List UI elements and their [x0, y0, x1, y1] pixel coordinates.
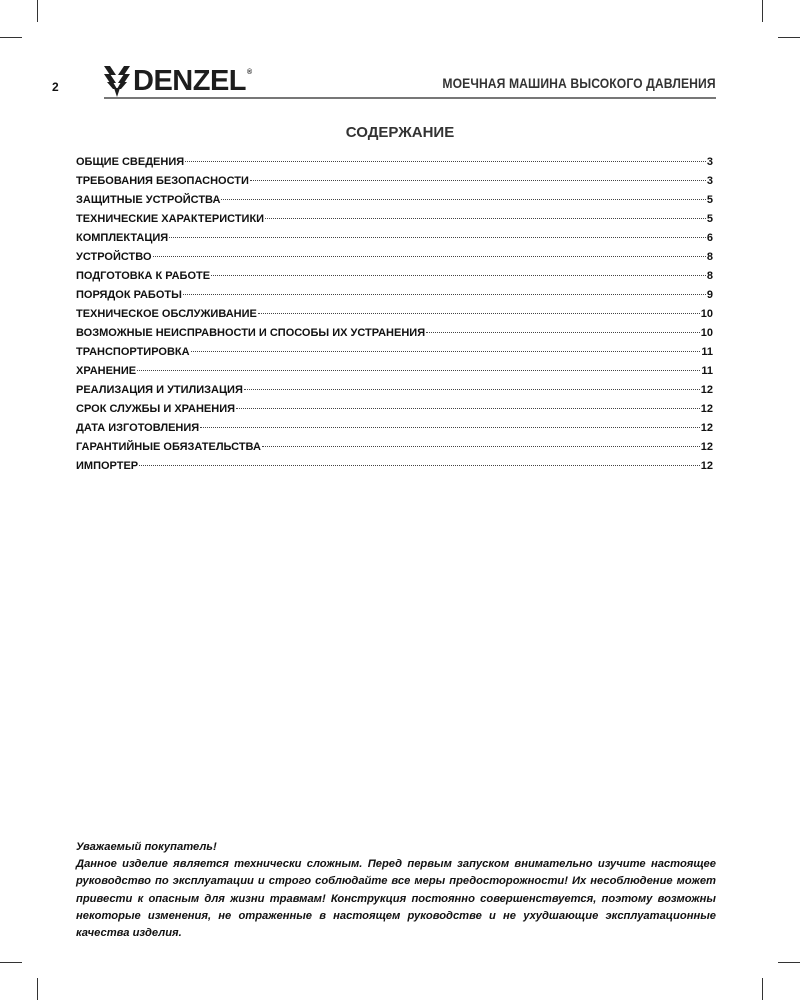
- toc-entry-page: 6: [706, 232, 713, 244]
- toc-leader-dots: [139, 465, 700, 466]
- toc-entry[interactable]: [76, 286, 713, 305]
- toc-entry-page: 5: [706, 194, 713, 206]
- crop-mark-bottom-left-h: [0, 962, 22, 963]
- customer-notice: [76, 839, 716, 942]
- toc-leader-dots: [250, 180, 706, 181]
- toc-entry[interactable]: [76, 438, 713, 457]
- toc-leader-dots: [191, 351, 701, 352]
- toc-entry-page: 3: [706, 156, 713, 168]
- toc-entry-page: 10: [700, 327, 713, 339]
- toc-leader-dots: [185, 161, 706, 162]
- toc-entry-page: 12: [700, 441, 713, 453]
- table-of-contents: [76, 153, 713, 476]
- toc-entry[interactable]: [76, 381, 713, 400]
- toc-entry[interactable]: [76, 457, 713, 476]
- toc-entry-page: 5: [706, 213, 713, 225]
- toc-entry-page: 3: [706, 175, 713, 187]
- toc-leader-dots: [169, 237, 706, 238]
- toc-leader-dots: [221, 199, 705, 200]
- toc-entry-page: 12: [700, 403, 713, 415]
- toc-entry-label: ТРЕБОВАНИЯ БЕЗОПАСНОСТИ: [76, 175, 249, 187]
- crop-mark-top-left: [37, 0, 38, 22]
- toc-leader-dots: [262, 446, 700, 447]
- brand-name: DENZEL®: [133, 65, 252, 97]
- toc-leader-dots: [153, 256, 706, 257]
- toc-entry[interactable]: [76, 324, 713, 343]
- toc-entry-label: ВОЗМОЖНЫЕ НЕИСПРАВНОСТИ И СПОСОБЫ ИХ УСТРАНЕНИЯ: [76, 327, 426, 339]
- toc-leader-dots: [244, 389, 700, 390]
- toc-entry-page: 8: [706, 251, 713, 263]
- toc-leader-dots: [211, 275, 706, 276]
- toc-entry[interactable]: [76, 191, 713, 210]
- toc-entry-label: УСТРОЙСТВО: [76, 251, 152, 263]
- crop-mark-bottom-right: [762, 978, 763, 1000]
- toc-entry-page: 8: [706, 270, 713, 282]
- toc-entry[interactable]: [76, 400, 713, 419]
- toc-entry-label: ПОРЯДОК РАБОТЫ: [76, 289, 182, 301]
- notice-text: Данное изделие является технически сложным. Перед первым запуском внимательно изучите настоящее руководство по эксплуатации и строго соблюдайте все меры предосторожности! Их несоблюдение может привести к опасным для жизни травмам! Конструкция постоянно совершенствуется, поэтому возможны некоторые изменения, не отраженные в настоящем руководстве и не ухудшающие эксплуатационные качества изделия.: [76, 858, 716, 940]
- toc-entry[interactable]: [76, 343, 713, 362]
- toc-entry-label: ТЕХНИЧЕСКИЕ ХАРАКТЕРИСТИКИ: [76, 213, 265, 225]
- toc-entry-label: СРОК СЛУЖБЫ И ХРАНЕНИЯ: [76, 403, 236, 415]
- toc-entry-label: ГАРАНТИЙНЫЕ ОБЯЗАТЕЛЬСТВА: [76, 441, 261, 453]
- toc-leader-dots: [137, 370, 700, 371]
- toc-entry[interactable]: [76, 172, 713, 191]
- notice-greeting: Уважаемый покупатель!: [76, 841, 217, 853]
- toc-entry-label: ТРАНСПОРТИРОВКА: [76, 346, 190, 358]
- toc-entry-page: 10: [700, 308, 713, 320]
- toc-entry-label: ТЕХНИЧЕСКОЕ ОБСЛУЖИВАНИЕ: [76, 308, 257, 320]
- toc-entry-page: 12: [700, 384, 713, 396]
- crop-mark-bottom-left: [37, 978, 38, 1000]
- toc-leader-dots: [200, 427, 700, 428]
- toc-leader-dots: [183, 294, 706, 295]
- toc-entry-label: РЕАЛИЗАЦИЯ И УТИЛИЗАЦИЯ: [76, 384, 243, 396]
- denzel-emblem-icon: [104, 64, 130, 98]
- toc-entry-label: ХРАНЕНИЕ: [76, 365, 137, 377]
- toc-leader-dots: [426, 332, 700, 333]
- toc-entry[interactable]: [76, 305, 713, 324]
- crop-mark-top-right-h: [778, 37, 800, 38]
- toc-leader-dots: [258, 313, 700, 314]
- toc-entry[interactable]: [76, 267, 713, 286]
- toc-entry-label: ДАТА ИЗГОТОВЛЕНИЯ: [76, 422, 200, 434]
- header-divider: [104, 97, 716, 99]
- toc-heading: СОДЕРЖАНИЕ: [345, 124, 455, 141]
- toc-entry-label: ЗАЩИТНЫЕ УСТРОЙСТВА: [76, 194, 221, 206]
- toc-entry-label: КОМПЛЕКТАЦИЯ: [76, 232, 169, 244]
- toc-entry-label: ПОДГОТОВКА К РАБОТЕ: [76, 270, 211, 282]
- document-title: МОЕЧНАЯ МАШИНА ВЫСОКОГО ДАВЛЕНИЯ: [442, 76, 716, 91]
- page-number: 2: [52, 80, 59, 94]
- crop-mark-top-left-h: [0, 37, 22, 38]
- toc-entry[interactable]: [76, 229, 713, 248]
- toc-entry[interactable]: [76, 362, 713, 381]
- toc-entry-page: 11: [701, 365, 713, 377]
- toc-entry-page: 11: [701, 346, 713, 358]
- toc-leader-dots: [236, 408, 700, 409]
- toc-entry-page: 12: [700, 460, 713, 472]
- toc-entry-label: ИМПОРТЕР: [76, 460, 139, 472]
- toc-entry[interactable]: [76, 210, 713, 229]
- registered-mark: ®: [247, 69, 252, 76]
- toc-entry-label: ОБЩИЕ СВЕДЕНИЯ: [76, 156, 185, 168]
- crop-mark-top-right: [762, 0, 763, 22]
- brand-logo: [104, 64, 252, 98]
- toc-entry-page: 12: [700, 422, 713, 434]
- toc-entry[interactable]: [76, 153, 713, 172]
- toc-entry[interactable]: [76, 248, 713, 267]
- crop-mark-bottom-right-h: [778, 962, 800, 963]
- toc-entry[interactable]: [76, 419, 713, 438]
- toc-entry-page: 9: [706, 289, 713, 301]
- toc-leader-dots: [265, 218, 706, 219]
